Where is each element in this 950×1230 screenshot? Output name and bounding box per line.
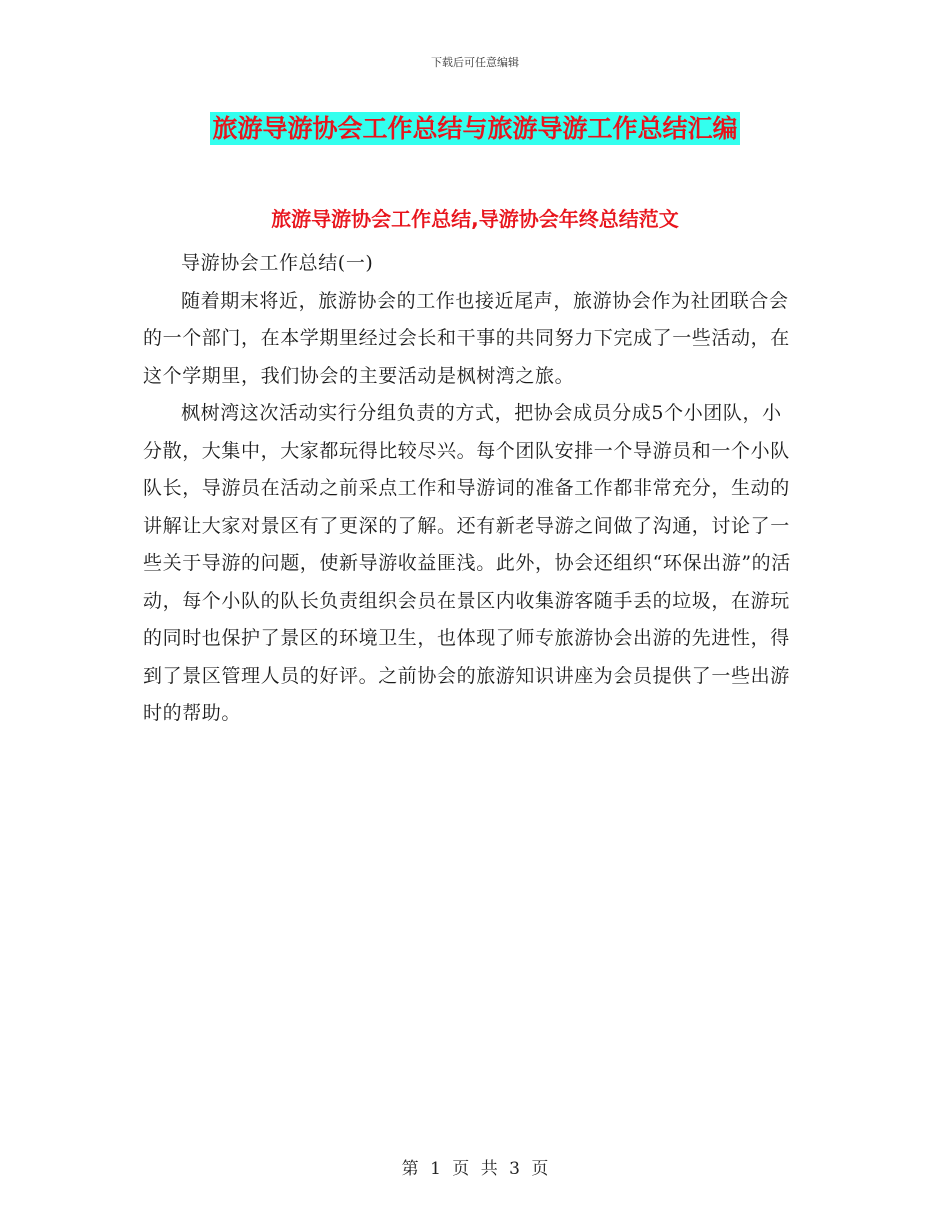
header-note: 下载后可任意编辑: [431, 56, 519, 69]
subheading: 导游协会工作总结(一): [181, 252, 374, 274]
document-body: [143, 245, 793, 733]
paragraph-2: 枫树湾这次活动实行分组负责的方式，把协会成员分成5个小团队，小分散，大集中，大家都玩得比较尽兴。每个团队安排一个导游员和一个小队队长，导游员在活动之前采点工作和导游词的准备工作都非常充分，生动的讲解让大家对景区有了更深的了解。还有新老导游之间做了沟通，讨论了一些关于导游的问题，使新导游收益匪浅。此外，协会还组织“环保出游”的活动，每个小队的队长负责组织会员在景区内收集游客随手丢的垃圾，在游玩的同时也保护了景区的环境卫生，也体现了师专旅游协会出游的先进性，得到了景区管理人员的好评。之前协会的旅游知识讲座为会员提供了一些出游时的帮助。: [143, 402, 791, 724]
paragraph-1: 随着期末将近，旅游协会的工作也接近尾声，旅游协会作为社团联合会的一个部门，在本学期里经过会长和干事的共同努力下完成了一些活动，在这个学期里，我们协会的主要活动是枫树湾之旅。: [143, 289, 790, 387]
document-title: [0, 111, 950, 147]
document-title-text: 旅游导游协会工作总结与旅游导游工作总结汇编: [212, 114, 738, 143]
section-heading: 旅游导游协会工作总结,导游协会年终总结范文: [271, 207, 679, 231]
page-indicator: 第 1 页 共 3 页: [401, 1159, 549, 1179]
